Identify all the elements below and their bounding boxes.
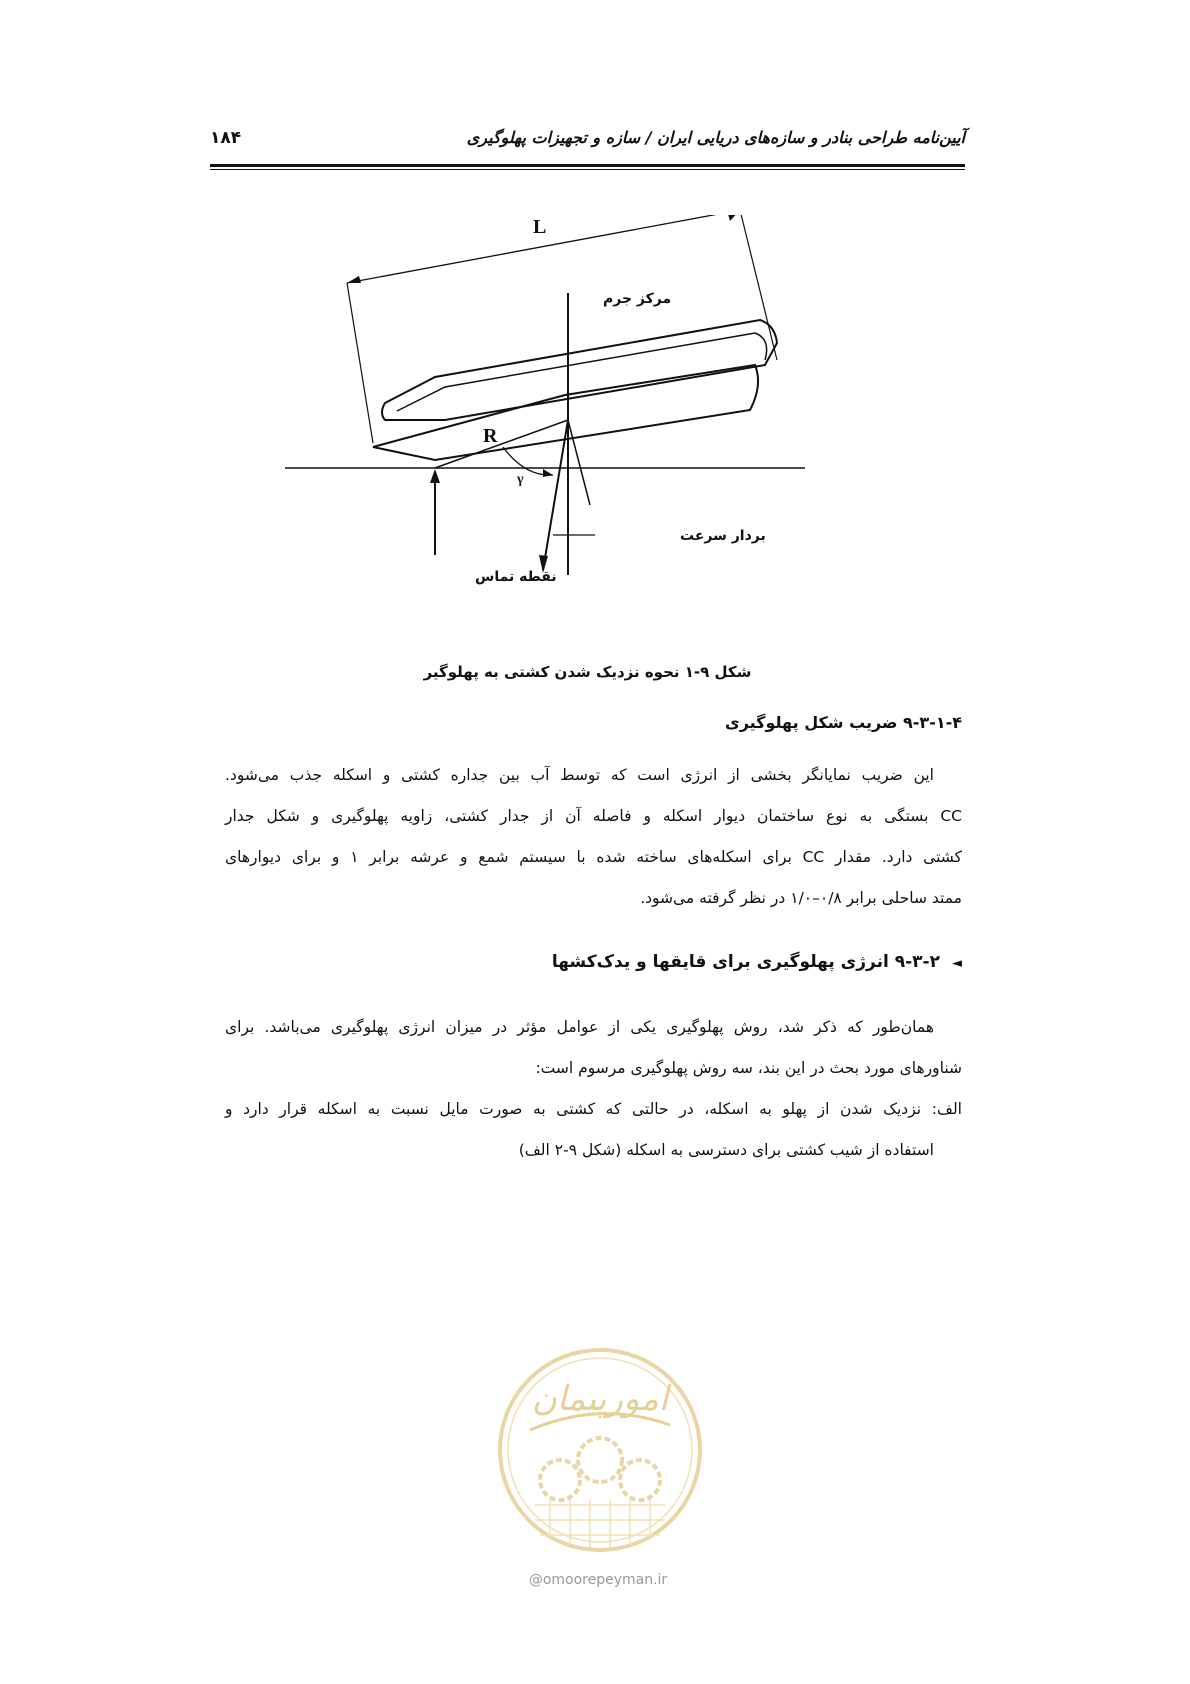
subsection-heading-text: ۹-۳-۲ انرژی پهلوگیری برای قایقها و یدک‌کشها bbox=[551, 952, 940, 972]
section-heading: ۹-۳-۱-۴ ضریب شکل پهلوگیری bbox=[725, 713, 962, 732]
ship-berthing-figure bbox=[285, 215, 895, 635]
length-extension-right bbox=[740, 215, 777, 360]
radius-label: R bbox=[483, 425, 498, 447]
paragraph-line: الف: نزدیک شدن از پهلو به اسکله، در حالتی که کشتی به صورت مایل نسبت به اسکله قرار دارد و bbox=[225, 1100, 962, 1118]
paragraph-line: همان‌طور که ذکر شد، روش پهلوگیری یکی از عوامل مؤثر در میزان انرژی پهلوگیری می‌باشد. برای bbox=[225, 1018, 934, 1036]
header-rule-thin bbox=[210, 169, 965, 170]
center-of-mass-label: مرکز جرم bbox=[603, 291, 672, 307]
radius-line bbox=[435, 420, 568, 468]
ship-bow bbox=[755, 333, 767, 360]
paragraph-line: استفاده از شیب کشتی برای دسترسی به اسکله (شکل ۹-۲ الف) bbox=[518, 1141, 934, 1159]
bullet-icon: ◄ bbox=[952, 956, 962, 971]
figure-caption: شکل ۹-۱ نحوه نزدیک شدن کشتی به پهلوگیر bbox=[423, 663, 752, 681]
length-extension-left bbox=[347, 283, 373, 443]
watermark-emblem bbox=[490, 1340, 710, 1580]
page-header bbox=[210, 128, 965, 168]
paragraph-line: CC بستگی به نوع ساختمان دیوار اسکله و فاصله آن از جدار کشتی، زاویه پهلوگیری و شکل جدار bbox=[225, 807, 962, 825]
subsection-paragraph bbox=[225, 1007, 962, 1171]
watermark-url-text: omoorepeyman.ir bbox=[542, 1572, 668, 1588]
velocity-label: بردار سرعت bbox=[680, 528, 766, 544]
page-number: ۱۸۴ bbox=[210, 128, 242, 148]
contact-point-label: نقطه تماس bbox=[475, 569, 557, 585]
paragraph-line: این ضریب نمایانگر بخشی از انرژی است که توسط آب بین جداره کشتی و اسکله جذب می‌شود. bbox=[225, 766, 934, 784]
paragraph-line: کشتی دارد. مقدار CC برای اسکله‌های ساخته شده با سیستم شمع و عرشه برابر ۱ و برای دیوارهای bbox=[225, 848, 962, 866]
watermark-url: @omoorepeyman.ir bbox=[528, 1572, 668, 1588]
paragraph-line: شناورهای مورد بحث در این بند، سه روش پهلوگیری مرسوم است: bbox=[535, 1059, 962, 1077]
ship-berthing-diagram bbox=[285, 215, 895, 635]
subsection-heading bbox=[552, 952, 962, 972]
angle-label: γ bbox=[517, 472, 524, 487]
watermark-logo-text: امورپیمان bbox=[531, 1379, 669, 1419]
paragraph-line: ممتد ساحلی برابر ۰/۸–۱/۰ در نظر گرفته می‌شود. bbox=[640, 889, 962, 907]
header-rule bbox=[210, 164, 965, 167]
velocity-direction-line bbox=[568, 420, 590, 505]
running-title: آیین‌نامه طراحی بنادر و سازه‌های دریایی ایران / سازه و تجهیزات پهلوگیری bbox=[466, 128, 965, 147]
ship-deck-inner bbox=[397, 333, 755, 411]
length-label: L bbox=[533, 216, 547, 238]
watermark-logo bbox=[490, 1340, 710, 1580]
section-paragraph bbox=[225, 755, 962, 919]
